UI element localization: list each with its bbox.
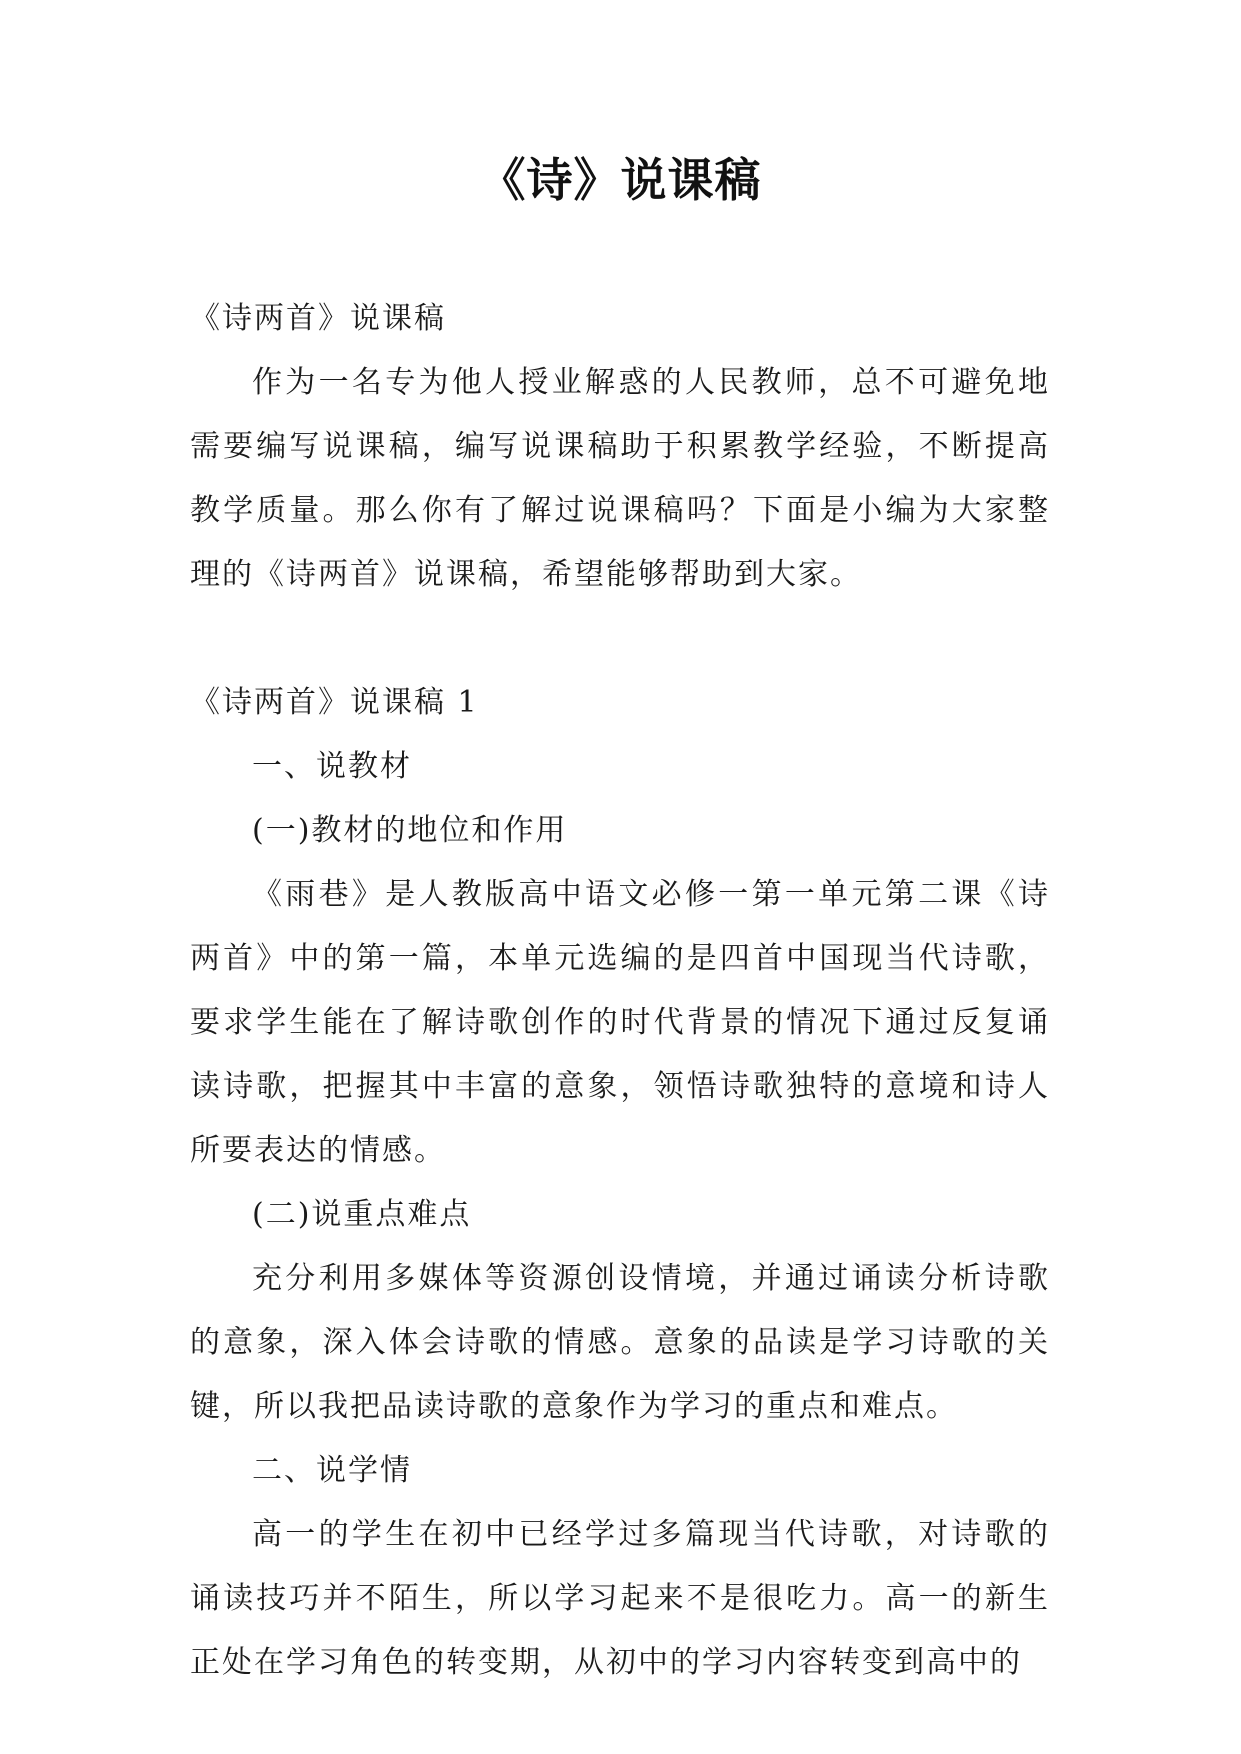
document-title: 《诗》说课稿: [479, 153, 762, 207]
part1-sub2-heading: (二)说重点难点: [252, 1197, 472, 1232]
part1-sub1-heading: (一)教材的地位和作用: [252, 813, 568, 848]
part1-heading: 一、说教材: [252, 749, 412, 784]
intro-heading: 《诗两首》说课稿: [190, 301, 446, 336]
part2-heading: 二、说学情: [252, 1453, 412, 1488]
section1-heading: 《诗两首》说课稿 1: [190, 685, 479, 720]
intro-paragraph: 作为一名专为他人授业解惑的人民教师，总不可避免地需要编写说课稿，编写说课稿助于积累教学经验，不断提高教学质量。那么你有了解过说课稿吗？下面是小编为大家整理的《诗两首》说课稿，希望能够帮助到大家。: [190, 365, 1050, 592]
part1-sub2-paragraph: 充分利用多媒体等资源创设情境，并通过诵读分析诗歌的意象，深入体会诗歌的情感。意象的品读是学习诗歌的关键，所以我把品读诗歌的意象作为学习的重点和难点。: [190, 1261, 1050, 1424]
part2-paragraph: 高一的学生在初中已经学过多篇现当代诗歌，对诗歌的诵读技巧并不陌生，所以学习起来不是很吃力。高一的新生正处在学习角色的转变期，从初中的学习内容转变到高中的: [190, 1517, 1050, 1680]
document-body: [190, 287, 1050, 1695]
part1-sub1-paragraph: 《雨巷》是人教版高中语文必修一第一单元第二课《诗两首》中的第一篇，本单元选编的是四首中国现当代诗歌，要求学生能在了解诗歌创作的时代背景的情况下通过反复诵读诗歌，把握其中丰富的意象，领悟诗歌独特的意境和诗人所要表达的情感。: [190, 877, 1050, 1168]
section-spacer: [190, 607, 1050, 671]
